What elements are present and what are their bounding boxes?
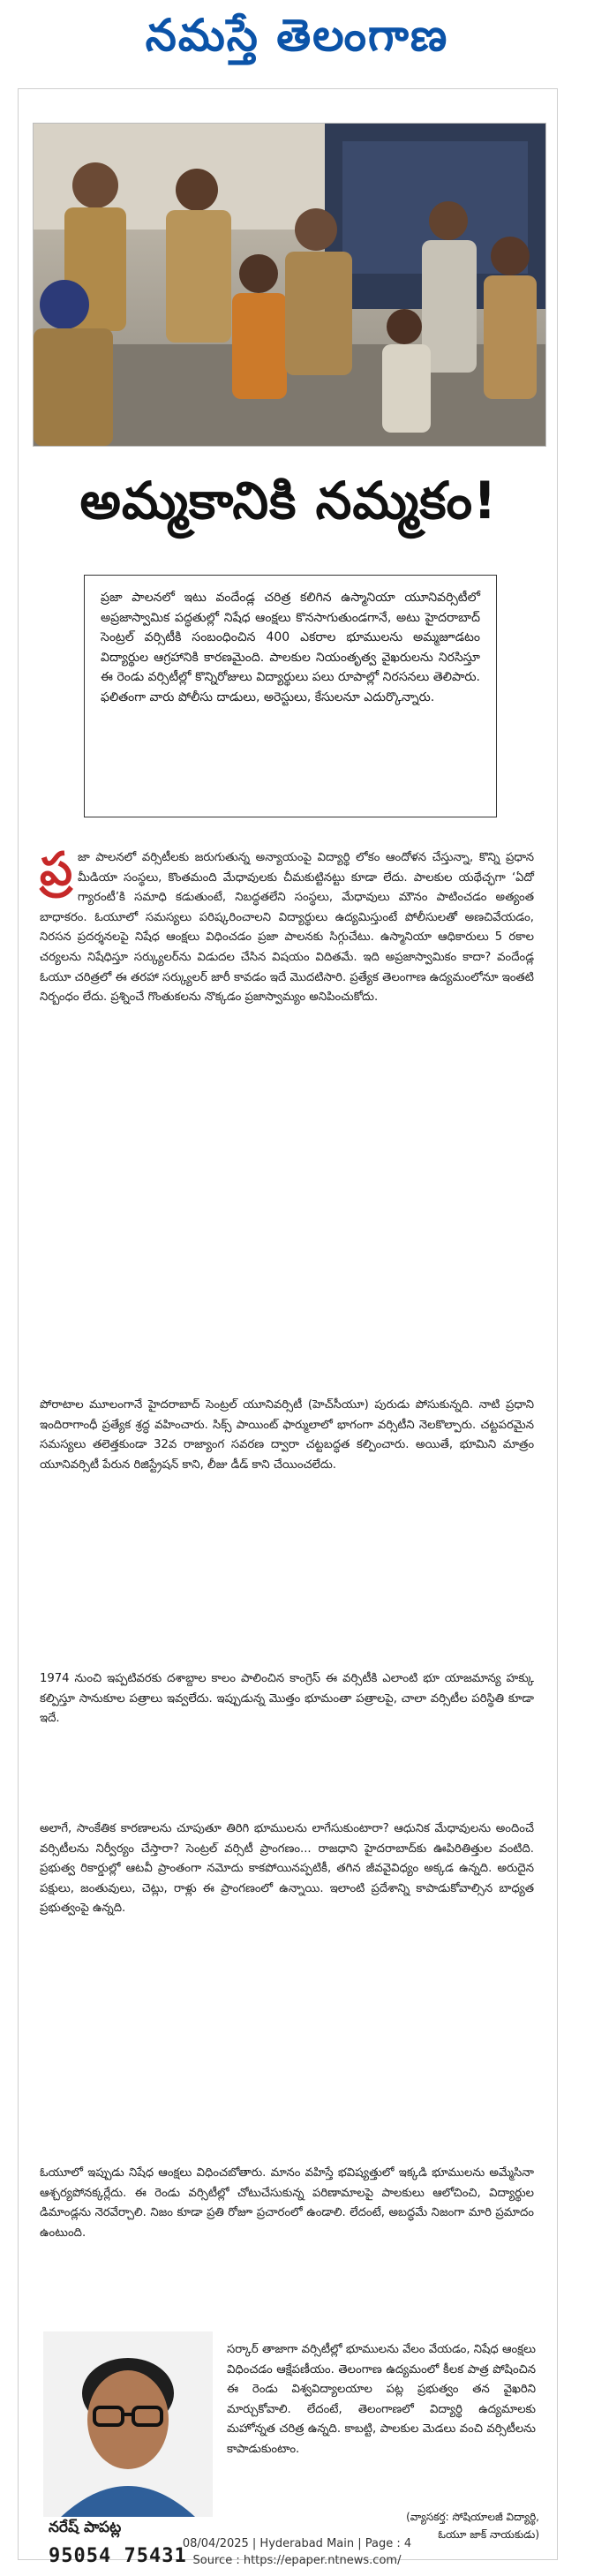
edition-info: 08/04/2025 | Hyderabad Main | Page : 4 bbox=[182, 2537, 412, 2550]
page-footer bbox=[0, 2535, 594, 2569]
body-paragraph: పోరాటాల మూలంగానే హైదరాబాద్ సెంట్రల్ యూనివర్సిటీ (హెచ్‌సీయూ) పురుడు పోసుకున్నది. నాటి ప్రధాని ఇందిరాగాంధీ ప్రత్యేక శ్రద్ధ వహించారు. సిక్స్ పాయింట్ ఫార్ములాలో భాగంగా వర్సిటీని నెలకొల్పారు. చట్టపరమైన సమస్యలు తలెత్తకుండా 32వ రాజ్యాంగ సవరణ ద్వారా చట్టబద్ధత కల్పించారు. అయితే, భూమిని మాత్రం యూనివర్సిటీ పేరున రిజిస్ట్రేషన్ కాని, లీజు డీడ్ కాని చేయించలేదు. bbox=[40, 1398, 534, 1472]
source-link[interactable]: Source : https://epaper.ntnews.com/ bbox=[192, 2554, 402, 2567]
body-paragraph: ఓయూలో ఇప్పుడు నిషేధ ఆంక్షలు విధించబోతారు. మానం వహిస్తే భవిష్యత్తులో ఇక్కడి భూములను అమ్మేసినా ఆశ్చర్యపోనక్కర్లేదు. ఈ రెండు వర్సిటీల్లో చోటుచేసుకున్న పరిణామాలపై పాలకులు ఆలోచించి, విద్యార్థుల డిమాండ్లను నెరవేర్చాలి. నిజం కూడా ప్రతి రోజూ ప్రచారంలో ఉండాలి. లేదంటే, అబద్ధమే నిజంగా మారి ప్రమాదం ఉంటుంది. bbox=[40, 2166, 534, 2240]
author-credit-line: ఓయూ జాక్ నాయకుడు) bbox=[438, 2528, 539, 2541]
body-paragraph bbox=[40, 842, 534, 1008]
author-phone: 95054 75431 bbox=[49, 2545, 187, 2567]
author-portrait-image bbox=[43, 2331, 213, 2517]
intro-box: ప్రజా పాలనలో ఇటు వందేండ్ల చరిత్ర కలిగిన ఉస్మానియా యూనివర్సిటీలో అప్రజాస్వామిక పద్ధతుల్లో నిషేధ ఆంక్షలు కొనసాగుతుండగానే, అటు హైదరాబాద్ సెంట్రల్ వర్సిటీకి సంబంధించిన 400 ఎకరాల భూములను అమ్మజూడటం విద్యార్థుల ఆగ్రహానికి కారణమైంది. పాలకుల నియంతృత్వ వైఖరులను నిరసిస్తూ ఈ రెండు వర్సిటీల్లో కొన్నిరోజులు విద్యార్థులు పలు రూపాల్లో నిరసనలు తెలిపారు. ఫలితంగా వారు పోలీసు దాడులు, అరెస్టులు, కేసులనూ ఎదుర్కొన్నారు. bbox=[84, 575, 497, 817]
closing-paragraph: సర్కార్ తాజాగా వర్సిటీల్లో భూములను వేలం వేయడం, నిషేధ ఆంక్షలు విధించడం ఆక్షేపణీయం. తెలంగాణ ఉద్యమంలో కీలక పాత్ర పోషించిన ఈ రెండు విశ్వవిద్యాలయాల పట్ల ప్రభుత్వం తన వైఖరిని మార్చుకోవాలి. లేదంటే, తెలంగాణలో విద్యార్థి ఉద్యమాలకు మహోన్నత చరిత్ర ఉన్నది. కాబట్టి, పాలకుల మెడలు వంచి వర్సిటీలను కాపాడుకుంటాం. bbox=[227, 2343, 536, 2456]
author-credit-line: (వ్యాసకర్త: సోషియాలజీ విద్యార్థి, bbox=[406, 2511, 539, 2523]
body-paragraph: అలాగే, సాంకేతిక కారణాలను చూపుతూ తిరిగి భూములను లాగేసుకుంటారా? ఆధునిక మేధావులను అందించే వర్సిటీలను నిర్వీర్యం చేస్తారా? సెంట్రల్ వర్సిటీ ప్రాంగణం... రాజధాని హైదరాబాద్‌కు ఊపిరితిత్తుల వంటిది. ప్రభుత్వ రికార్డుల్లో ఆటవీ ప్రాంతంగా నమోదు కాకపోయినప్పటికీ, తగిన జీవవైవిధ్యం అక్కడ ఉన్నది. అరుదైన పక్షులు, జంతువులు, చెట్లు, రాళ్లు ఈ ప్రాంగణంలో ఉన్నాయి. ఇలాంటి ప్రదేశాన్ని కాపాడుకోవాల్సిన బాధ్యత ప్రభుత్వంపై ఉన్నది. bbox=[40, 1822, 534, 1916]
dropcap: ప్ర bbox=[40, 842, 72, 896]
headline: అమ్మకానికి నమ్మకం! bbox=[79, 471, 498, 531]
police-detaining-students-image bbox=[34, 124, 545, 446]
author-name: నరేష్ పాపట్ల bbox=[49, 2519, 122, 2536]
masthead bbox=[0, 0, 594, 81]
body-paragraph: 1974 నుంచి ఇప్పటివరకు దశాబ్దాల కాలం పాలించిన కాంగ్రెస్ ఈ వర్సిటీకి ఎలాంటి భూ యాజమాన్య హక్కు కల్పిస్తూ సానుకూల పత్రాలు ఇవ్వలేదు. ఇప్పుడున్న మొత్తం భూమంతా పత్రాలపై, చాలా వర్సిటీల పరిస్థితి కూడా ఇదే. bbox=[40, 1672, 534, 1726]
news-photo bbox=[33, 123, 546, 447]
newspaper-logo: నమస్తే తెలంగాణ bbox=[145, 9, 449, 61]
author-photo bbox=[43, 2331, 213, 2517]
paragraph-text: జా పాలనలో వర్సిటీలకు జరుగుతున్న అన్యాయంపై విద్యార్థి లోకం ఆందోళన చేస్తున్నా, కొన్ని ప్రధాన మీడియా సంస్థలు, కొంతమంది మేధావులకు చీమకుట్టినట్టు కూడా లేదు. పాలకుల యథేచ్ఛగా ‘ఏదో గ్యారంటీ’కి సమాధి కడుతుంటే, నిబద్ధతలేని సంస్థలు, మేధావులు మౌనం పాటించడం అత్యంత బాధాకరం. ఓయూలో సమస్యలు పరిష్కరించాలని విద్యార్థులు ఉద్యమిస్తుంటే పోలీసులతో అణచివేయడం, నిరసన ప్రదర్శనలపై నిషేధ ఆంక్షలు విధించడం ప్రజా పాలనకు సిగ్గుచేటు. ఉస్మానియా ఆధికారులు 5 రకాల చర్యలను నిషేధిస్తూ సర్క్యులర్‌ను విడుదల చేసిన విషయం విదితమే. ఇది అప్రజాస్వామికం కాదా? వందేండ్ల ఓయూ చరిత్రలో ఈ తరహా సర్క్యులర్ జారీ కావడం ఇదే మొదటిసారి. ప్రత్యేక తెలంగాణ ఉద్యమంలోనూ ఇంతటి నిర్బంధం లేదు. ప్రశ్నించే గొంతుకలను నొక్కడం ప్రజాస్వామ్యం అనిపించుకోదు. bbox=[40, 851, 534, 1005]
